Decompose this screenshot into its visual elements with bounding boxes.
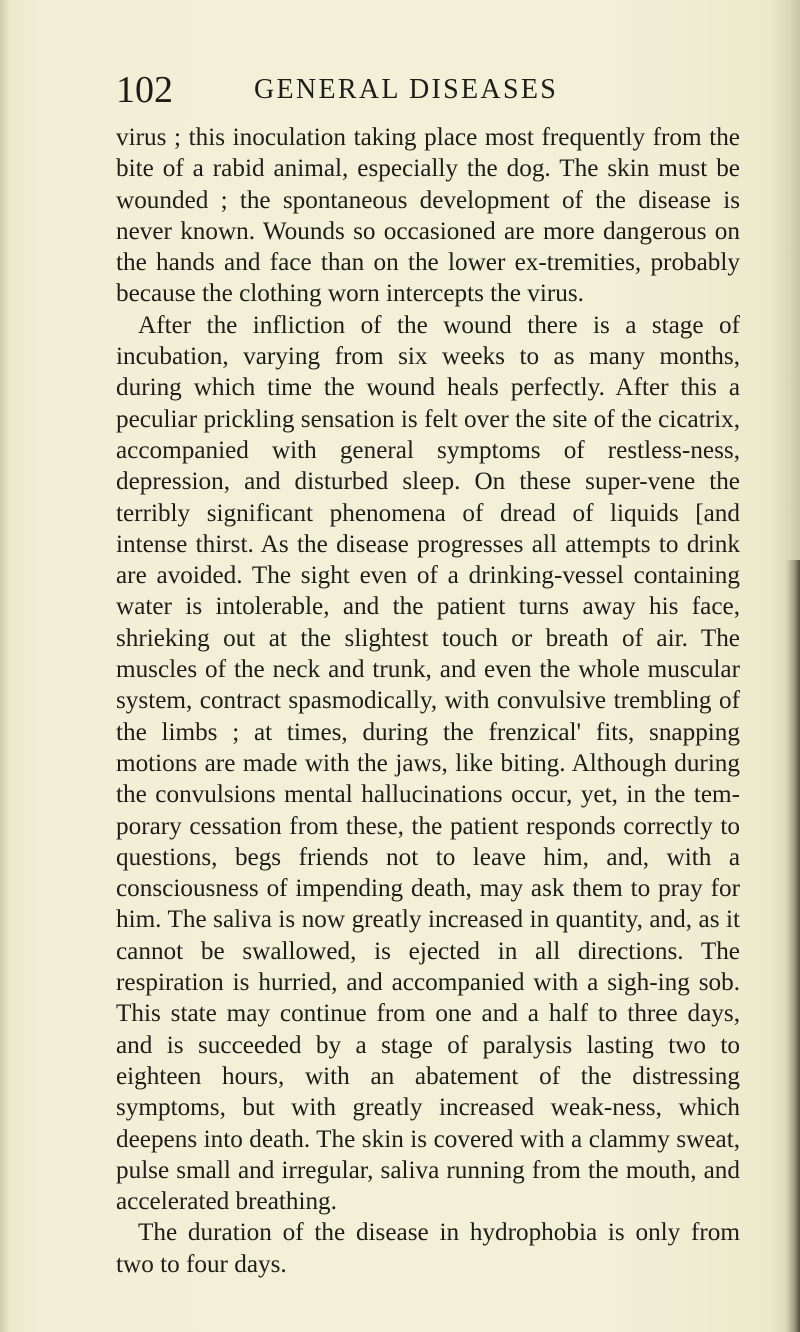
- paragraph-continuation: virus ; this inoculation taking place most frequently from the bite of a rabid animal, especially the dog. The skin must be wounded ; the spontaneous development of the disease is never known. Wounds so occasioned are more dangerous on the hands and face than on the lower ex-tremities, probably because the clothing worn intercepts the virus.: [116, 124, 740, 308]
- page-header: [0, 62, 800, 118]
- page-shadow-edge: [786, 560, 800, 1332]
- running-head: GENERAL DISEASES: [254, 74, 559, 105]
- paragraph-duration: The duration of the disease in hydrophobia is only from two to four days.: [116, 1219, 740, 1278]
- page-number: 102: [116, 69, 173, 111]
- body-text: [116, 122, 740, 1280]
- page-binding-edge: [0, 0, 10, 1332]
- paragraph-incubation: After the infliction of the wound there is a stage of incubation, varying from six weeks to as many months, during which time the wound heals perfectly. After this a peculiar prickling sensation is felt over the site of the cicatrix, accompanied with general symptoms of restless-ness, depression, and disturbed sleep. On these super-vene the terribly significant phenomena of dread of liquids [and intense thirst. As the disease progresses all attempts to drink are avoided. The sight even of a drinking-vessel containing water is intolerable, and the patient turns away his face, shrieking out at the slightest touch or breath of air. The muscles of the neck and trunk, and even the whole muscular system, contract spasmodically, with convulsive trembling of the limbs ; at times, during the frenzical' fits, snapping motions are made with the jaws, like biting. Although during the convulsions mental hallucinations occur, yet, in the tem-porary cessation from these, the patient responds correctly to questions, begs friends not to leave him, and, with a consciousness of impending death, may ask them to pray for him. The saliva is now greatly increased in quantity, and, as it cannot be swallowed, is ejected in all directions. The respiration is hurried, and accompanied with a sigh-ing sob. This state may continue from one and a half to three days, and is succeeded by a stage of paralysis lasting two to eighteen hours, with an abatement of the distressing symptoms, but with greatly increased weak-ness, which deepens into death. The skin is covered with a clammy sweat, pulse small and irregular, saliva running from the mouth, and accelerated breathing.: [116, 311, 740, 1216]
